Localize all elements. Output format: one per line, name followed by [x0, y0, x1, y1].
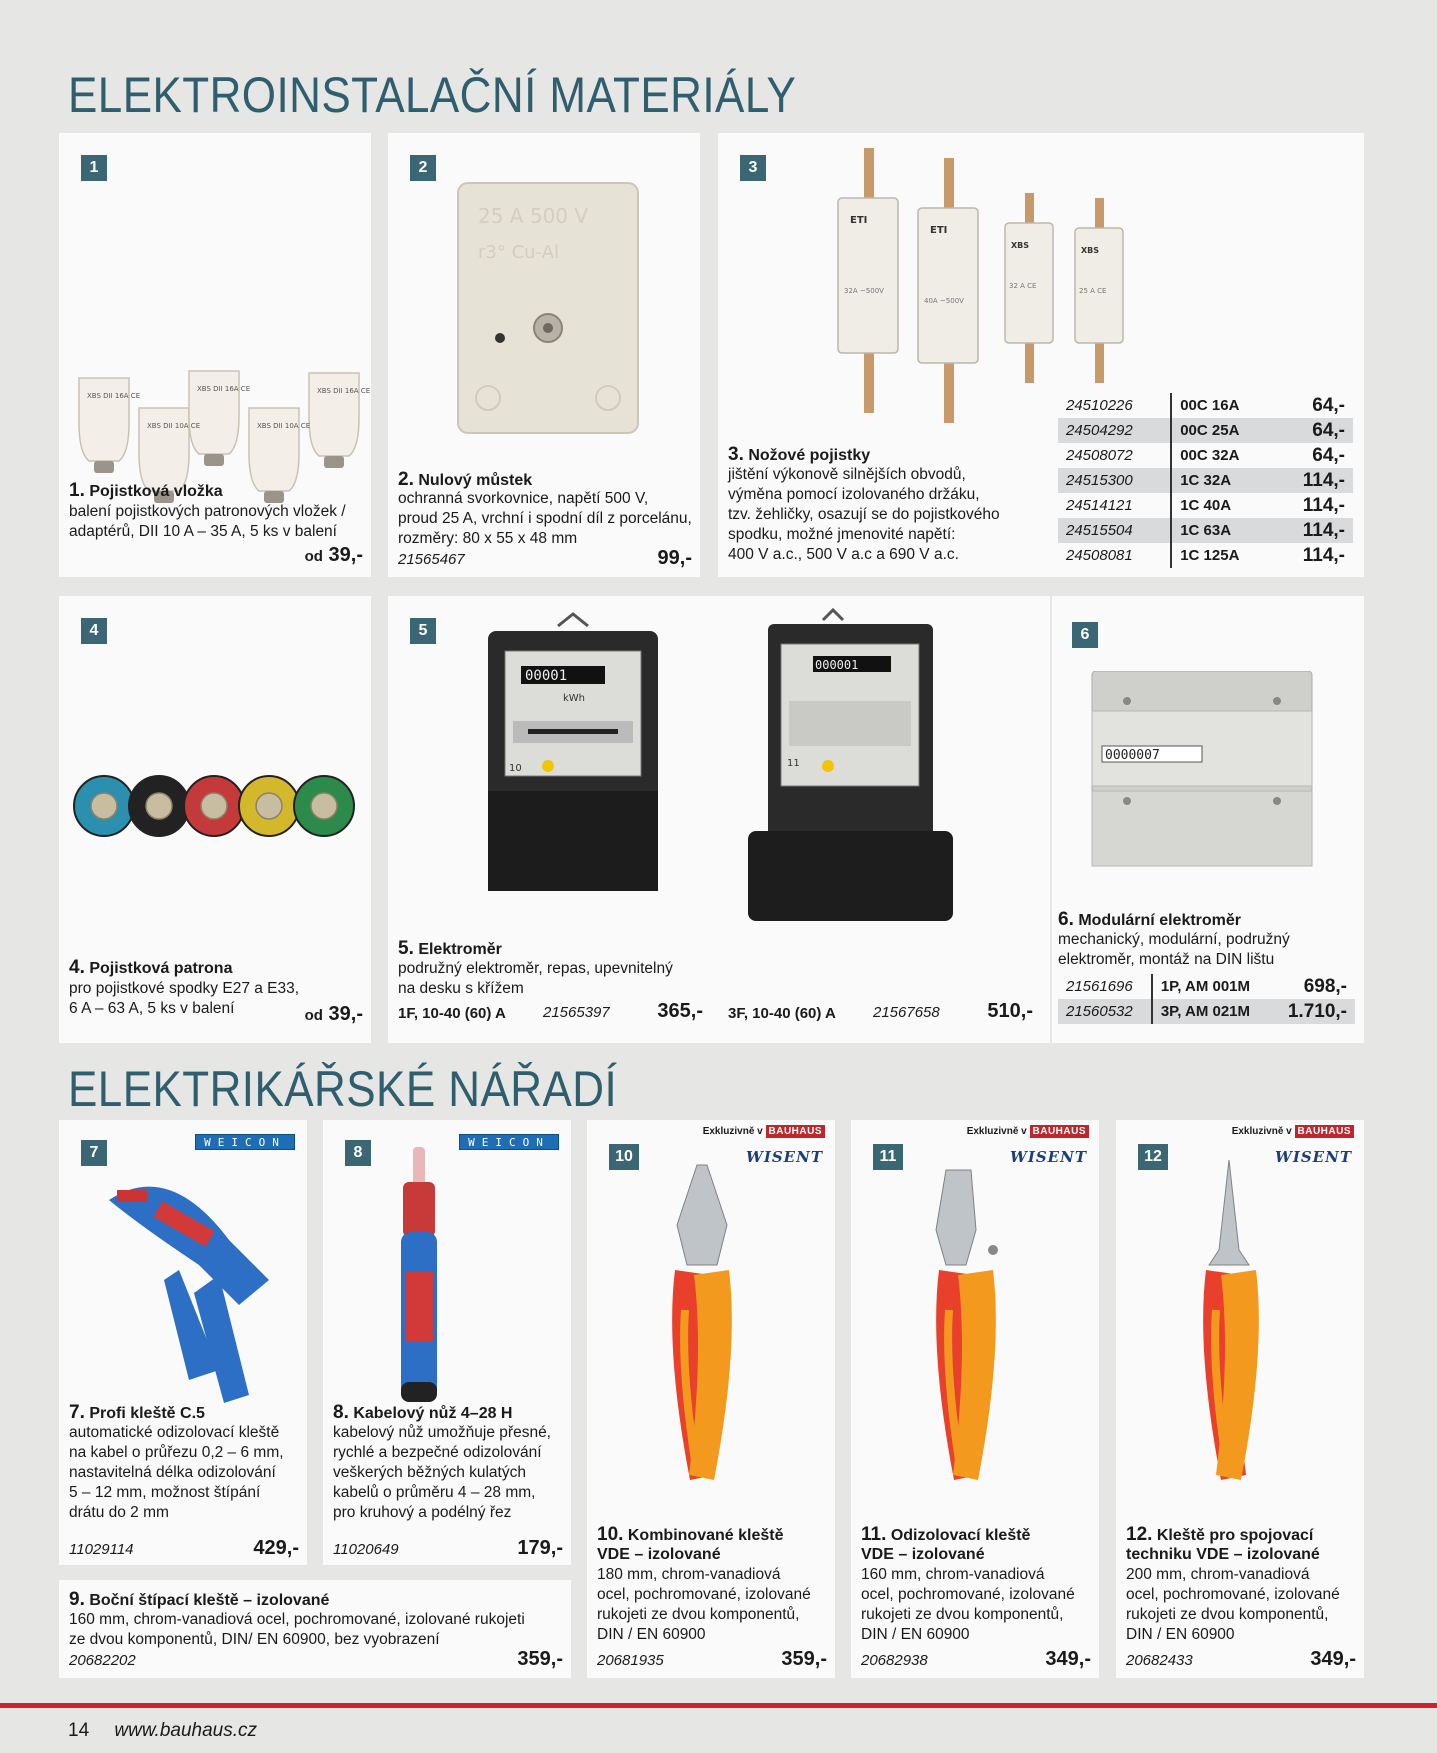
product-title: 2. Nulový můstek [398, 469, 533, 490]
table-row: 24515504 1C 63A 114,- [1058, 518, 1353, 543]
product-badge: 2 [410, 155, 436, 181]
weicon-logo: WEICON [459, 1134, 559, 1150]
svg-text:ETI: ETI [850, 215, 868, 226]
product-card-4[interactable] [59, 596, 371, 1043]
product-title: 11. Odizolovací kleště VDE – izolované [861, 1524, 1031, 1563]
product-card-3[interactable] [718, 133, 1364, 577]
product-title: 8. Kabelový nůž 4–28 H [333, 1402, 513, 1423]
product-title: 3. Nožové pojistky [728, 444, 871, 465]
product-badge: 10 [609, 1144, 639, 1170]
product-code: 11020649 [333, 1541, 399, 1558]
table-row: 24504292 00C 25A 64,- [1058, 418, 1353, 443]
modular-meter-image [1087, 671, 1317, 871]
product-price: 359,- [781, 1648, 827, 1670]
table-row: 24514121 1C 40A 114,- [1058, 493, 1353, 518]
product-description: jištění výkonově silnějších obvodů, výměna pomocí izolovaného držáku, tzv. žehličky, osazují se do pojistkového spodku, možné jmenovité napětí: 400 V a.c., 500 V a.c a 690 V a.c. [728, 466, 1000, 563]
product-badge: 5 [410, 618, 436, 644]
product-code: 21565467 [398, 551, 465, 568]
product-price: 429,- [253, 1537, 299, 1559]
table-row: 24510226 00C 16A 64,- [1058, 393, 1353, 418]
svg-text:XBS: XBS [1011, 241, 1030, 250]
product-title: 1. Pojistková vložka [69, 480, 223, 501]
section-heading-tools: ELEKTRIKÁŘSKÉ NÁŘADÍ [68, 1061, 618, 1117]
product-price: 365,- [657, 1000, 703, 1022]
product-card-8[interactable] [323, 1120, 571, 1565]
product-badge: 12 [1138, 1144, 1168, 1170]
combination-pliers-image [637, 1160, 787, 1490]
wisent-logo: WISENT [1009, 1148, 1087, 1166]
svg-text:ETI: ETI [930, 225, 948, 236]
svg-text:25 A CE: 25 A CE [1079, 287, 1107, 295]
product-price: 510,- [987, 1000, 1033, 1022]
table-row: 24515300 1C 32A 114,- [1058, 468, 1353, 493]
product-price: od 39,- [304, 544, 363, 566]
svg-text:kWh: kWh [563, 693, 586, 704]
page-number: 14 [68, 1720, 90, 1741]
product-code: 20682433 [1126, 1652, 1193, 1669]
stripping-pliers-image [99, 1160, 299, 1410]
product-card-7[interactable] [59, 1120, 307, 1565]
price-table-6 [1058, 974, 1356, 1024]
svg-text:32A ~500V: 32A ~500V [844, 287, 884, 295]
product-description: balení pojistkových patronových vložek / adaptérů, DII 10 A – 35 A, 5 ks v balení [69, 503, 346, 540]
svg-text:0000007: 0000007 [1105, 748, 1160, 763]
svg-text:00001: 00001 [525, 668, 568, 684]
product-description: mechanický, modulární, podružný elektroměr, montáž na DIN lištu [1058, 931, 1290, 968]
product-price: 359,- [517, 1648, 563, 1670]
price-table-3 [1058, 393, 1354, 568]
product-code: 11029114 [69, 1541, 134, 1558]
website-link[interactable]: www.bauhaus.cz [114, 1720, 257, 1741]
product-description: 180 mm, chrom-vanadiová ocel, pochromované, izolované rukojeti ze dvou komponentů, DIN / EN 60900 [597, 1566, 811, 1643]
table-row: 21561696 1P, AM 001M 698,- [1058, 974, 1355, 999]
product-card-6[interactable] [1052, 596, 1364, 1043]
section-heading-materials: ELEKTROINSTALAČNÍ MATERIÁLY [68, 67, 797, 123]
product-description: kabelový nůž umožňuje přesné, rychlé a bezpečné odizolování veškerých běžných kulatých kabelů o průměru 4 – 28 mm, pro kruhový a podélný řez [333, 1424, 551, 1521]
cable-knife-image [383, 1142, 463, 1412]
product-badge: 4 [81, 618, 107, 644]
product-description: 200 mm, chrom-vanadiová ocel, pochromované, izolované rukojeti ze dvou komponentů, DIN / EN 60900 [1126, 1566, 1340, 1643]
product-card-1[interactable] [59, 133, 371, 577]
exclusive-badge: Exkluzivně v BAUHAUS [967, 1126, 1089, 1137]
product-title: 5. Elektroměr [398, 938, 502, 959]
product-title: 6. Modulární elektroměr [1058, 909, 1242, 930]
footer [68, 1720, 257, 1742]
svg-text:11: 11 [787, 758, 800, 769]
variant-label-1f: 1F, 10-40 (60) A [398, 1005, 506, 1022]
exclusive-badge: Exkluzivně v BAUHAUS [1232, 1126, 1354, 1137]
table-row: 21560532 3P, AM 021M 1.710,- [1058, 999, 1355, 1024]
weicon-logo: WEICON [195, 1134, 295, 1150]
product-badge: 7 [81, 1140, 107, 1166]
exclusive-badge: Exkluzivně v BAUHAUS [703, 1126, 825, 1137]
meter-single-phase-image [483, 611, 663, 901]
footer-divider [0, 1703, 1437, 1708]
svg-text:XBS DII 10A CE: XBS DII 10A CE [147, 422, 201, 430]
svg-text:40A ~500V: 40A ~500V [924, 297, 964, 305]
svg-text:XBS DII 10A CE: XBS DII 10A CE [257, 422, 311, 430]
product-code: 20682202 [69, 1652, 136, 1669]
product-code: 21567658 [873, 1004, 940, 1021]
product-code: 21565397 [543, 1004, 610, 1021]
product-price: od 39,- [304, 1003, 363, 1025]
long-nose-pliers-image [1166, 1155, 1316, 1495]
product-title: 10. Kombinované kleště VDE – izolované [597, 1524, 784, 1563]
product-title: 4. Pojistková patrona [69, 957, 233, 978]
product-card-5[interactable] [388, 596, 1050, 1043]
product-description: ochranná svorkovnice, napětí 500 V, proud 25 A, vrchní i spodní díl z porcelánu, rozměry: 80 x 55 x 48 mm [398, 490, 692, 547]
product-code: 20682938 [861, 1652, 928, 1669]
product-title: 12. Kleště pro spojovací techniku VDE – izolované [1126, 1524, 1320, 1563]
svg-text:32 A CE: 32 A CE [1009, 282, 1037, 290]
wisent-logo: WISENT [745, 1148, 823, 1166]
product-description: podružný elektroměr, repas, upevnitelný na desku s křížem [398, 960, 673, 997]
product-price: 179,- [517, 1537, 563, 1559]
product-badge: 11 [873, 1144, 903, 1170]
svg-text:XBS DII 16A CE: XBS DII 16A CE [87, 392, 141, 400]
svg-text:r3° Cu-Al: r3° Cu-Al [478, 242, 559, 263]
neutral-bridge-image [448, 178, 648, 443]
product-price: 349,- [1045, 1648, 1091, 1670]
svg-text:25 A 500 V: 25 A 500 V [478, 204, 589, 228]
variant-label-3f: 3F, 10-40 (60) A [728, 1005, 836, 1022]
product-description: pro pojistkové spodky E27 a E33, 6 A – 63 A, 5 ks v balení [69, 980, 300, 1017]
svg-text:XBS DII 16A CE: XBS DII 16A CE [197, 385, 251, 393]
svg-text:XBS: XBS [1081, 246, 1100, 255]
product-badge: 1 [81, 155, 107, 181]
table-row: 24508072 00C 32A 64,- [1058, 443, 1353, 468]
meter-three-phase-image [743, 606, 958, 926]
svg-text:XBS DII 16A CE: XBS DII 16A CE [317, 387, 371, 395]
product-card-2[interactable] [388, 133, 700, 577]
product-description: 160 mm, chrom-vanadiová ocel, pochromované, izolované rukojeti ze dvou komponentů, DIN/ EN 60900, bez vyobrazení [69, 1611, 525, 1648]
stripping-pliers-vde-image [901, 1160, 1051, 1490]
product-badge: 8 [345, 1140, 371, 1166]
svg-text:10: 10 [509, 763, 522, 774]
product-badge: 6 [1072, 622, 1098, 648]
fuse-caps-image [59, 756, 371, 856]
product-price: 99,- [657, 547, 692, 569]
product-code: 20681935 [597, 1652, 664, 1669]
product-description: 160 mm, chrom-vanadiová ocel, pochromované, izolované rukojeti ze dvou komponentů, DIN / EN 60900 [861, 1566, 1075, 1643]
product-card-11[interactable] [851, 1120, 1099, 1678]
product-title: 7. Profi kleště C.5 [69, 1402, 205, 1423]
product-badge: 3 [740, 155, 766, 181]
wisent-logo: WISENT [1274, 1148, 1352, 1166]
product-card-9[interactable] [59, 1580, 571, 1678]
product-price: 349,- [1310, 1648, 1356, 1670]
product-card-12[interactable] [1116, 1120, 1364, 1678]
product-description: automatické odizolovací kleště na kabel o průřezu 0,2 – 6 mm, nastavitelná délka odizolování 5 – 12 mm, možnost štípání drátu do 2 mm [69, 1424, 284, 1521]
product-title: 9. Boční štípací kleště – izolované [69, 1589, 330, 1610]
product-card-10[interactable] [587, 1120, 835, 1678]
svg-text:000001: 000001 [815, 658, 859, 672]
table-row: 24508081 1C 125A 114,- [1058, 543, 1353, 568]
